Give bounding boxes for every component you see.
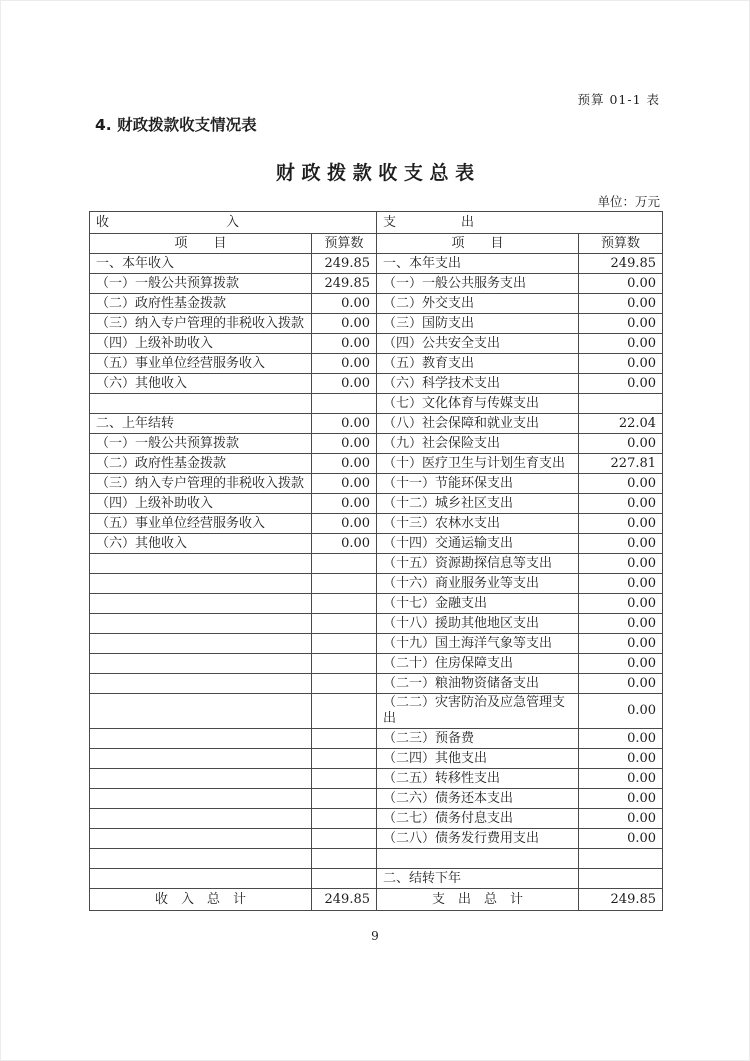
- expense-item-cell: （十六）商业服务业等支出: [377, 574, 579, 594]
- income-item-cell: （六）其他收入: [90, 534, 312, 554]
- table-row: [90, 654, 663, 674]
- table-row: [90, 594, 663, 614]
- income-item-cell: [90, 829, 312, 849]
- table-row: [90, 749, 663, 769]
- income-value-cell: 0.00: [312, 434, 377, 454]
- income-value-cell: [312, 769, 377, 789]
- expense-item-cell: （十七）金融支出: [377, 594, 579, 614]
- doc-code-label: 预算 01-1 表: [577, 92, 660, 107]
- expense-value-cell: 0.00: [579, 674, 663, 694]
- expense-value-cell: 0.00: [579, 474, 663, 494]
- expense-value-cell: 0.00: [579, 354, 663, 374]
- income-item-cell: （二）政府性基金拨款: [90, 454, 312, 474]
- income-value-cell: [312, 849, 377, 869]
- expense-item-cell: （二一）粮油物资储备支出: [377, 674, 579, 694]
- income-item-cell: [90, 769, 312, 789]
- income-item-cell: [90, 809, 312, 829]
- income-item-cell: [90, 729, 312, 749]
- income-item-cell: 一、本年收入: [90, 254, 312, 274]
- table-row: [90, 334, 663, 354]
- income-item-cell: （三）纳入专户管理的非税收入拨款: [90, 474, 312, 494]
- table-row: [90, 294, 663, 314]
- expense-item-cell: （七）文化体育与传媒支出: [377, 394, 579, 414]
- income-value-cell: [312, 554, 377, 574]
- table-row: [90, 454, 663, 474]
- income-value-cell: [312, 614, 377, 634]
- expense-item-cell: （二六）债务还本支出: [377, 789, 579, 809]
- expense-item-cell: （十二）城乡社区支出: [377, 494, 579, 514]
- table-row: [90, 769, 663, 789]
- income-item-cell: 二、上年结转: [90, 414, 312, 434]
- expense-item-cell: （十八）援助其他地区支出: [377, 614, 579, 634]
- expense-item-cell: （二三）预备费: [377, 729, 579, 749]
- expense-item-column-header: 项 目: [377, 234, 579, 254]
- expense-item-cell: （十一）节能环保支出: [377, 474, 579, 494]
- income-item-cell: [90, 674, 312, 694]
- table-row: [90, 374, 663, 394]
- income-value-cell: [312, 594, 377, 614]
- budget-table: [89, 211, 663, 911]
- expense-item-cell: （二）外交支出: [377, 294, 579, 314]
- expense-value-cell: 0.00: [579, 809, 663, 829]
- expense-value-cell: 0.00: [579, 334, 663, 354]
- expense-item-cell: （十四）交通运输支出: [377, 534, 579, 554]
- unit-label: 单位：万元: [597, 194, 660, 209]
- expense-item-cell: （四）公共安全支出: [377, 334, 579, 354]
- income-item-cell: [90, 594, 312, 614]
- table-row: [90, 314, 663, 334]
- income-group-header: 收 入: [90, 212, 377, 234]
- income-budget-column-header: 预算数: [312, 234, 377, 254]
- table-row: [90, 574, 663, 594]
- expense-item-cell: 二、结转下年: [377, 869, 579, 889]
- section-heading: 4. 财政拨款收支情况表: [95, 116, 257, 134]
- expense-value-cell: 22.04: [579, 414, 663, 434]
- income-value-cell: [312, 749, 377, 769]
- table-row: [90, 274, 663, 294]
- expense-total-value: 249.85: [579, 889, 663, 911]
- table-row: [90, 514, 663, 534]
- table-row: [90, 494, 663, 514]
- table-row: [90, 729, 663, 749]
- expense-value-cell: 0.00: [579, 654, 663, 674]
- expense-value-cell: 0.00: [579, 314, 663, 334]
- income-item-cell: [90, 869, 312, 889]
- expense-value-cell: 0.00: [579, 374, 663, 394]
- income-value-cell: 0.00: [312, 354, 377, 374]
- table-row: [90, 414, 663, 434]
- income-total-value: 249.85: [312, 889, 377, 911]
- expense-value-cell: 0.00: [579, 514, 663, 534]
- income-item-cell: [90, 634, 312, 654]
- table-row: [90, 614, 663, 634]
- income-item-column-header: 项 目: [90, 234, 312, 254]
- table-row: [90, 354, 663, 374]
- expense-item-cell: （八）社会保障和就业支出: [377, 414, 579, 434]
- table-footer: [90, 889, 663, 911]
- expense-value-cell: 0.00: [579, 769, 663, 789]
- income-item-cell: （五）事业单位经营服务收入: [90, 514, 312, 534]
- expense-value-cell: [579, 394, 663, 414]
- income-item-cell: [90, 749, 312, 769]
- income-item-cell: [90, 554, 312, 574]
- income-value-cell: 0.00: [312, 414, 377, 434]
- expense-item-cell: （二八）债务发行费用支出: [377, 829, 579, 849]
- expense-item-cell: （二四）其他支出: [377, 749, 579, 769]
- total-row: [90, 889, 663, 911]
- income-value-cell: 0.00: [312, 474, 377, 494]
- income-value-cell: 0.00: [312, 454, 377, 474]
- income-item-cell: （一）一般公共预算拨款: [90, 434, 312, 454]
- expense-item-cell: [377, 849, 579, 869]
- expense-value-cell: 0.00: [579, 829, 663, 849]
- expense-value-cell: [579, 869, 663, 889]
- expense-item-cell: （十三）农林水支出: [377, 514, 579, 534]
- expense-item-cell: （二二）灾害防治及应急管理支出: [377, 694, 579, 729]
- expense-item-cell: （九）社会保险支出: [377, 434, 579, 454]
- expense-item-cell: （二五）转移性支出: [377, 769, 579, 789]
- income-item-cell: [90, 849, 312, 869]
- expense-value-cell: 0.00: [579, 574, 663, 594]
- income-value-cell: 249.85: [312, 254, 377, 274]
- income-value-cell: [312, 654, 377, 674]
- income-value-cell: 0.00: [312, 494, 377, 514]
- expense-value-cell: 0.00: [579, 789, 663, 809]
- table-row: [90, 254, 663, 274]
- income-value-cell: 0.00: [312, 534, 377, 554]
- expense-item-cell: （三）国防支出: [377, 314, 579, 334]
- income-value-cell: 0.00: [312, 334, 377, 354]
- expense-value-cell: 0.00: [579, 534, 663, 554]
- expense-value-cell: 0.00: [579, 614, 663, 634]
- income-item-cell: （四）上级补助收入: [90, 334, 312, 354]
- income-value-cell: 0.00: [312, 314, 377, 334]
- expense-value-cell: 0.00: [579, 729, 663, 749]
- income-value-cell: [312, 729, 377, 749]
- group-header-row: [90, 212, 663, 234]
- income-value-cell: [312, 674, 377, 694]
- table-row: [90, 694, 663, 729]
- table-row: [90, 674, 663, 694]
- table-header: [90, 212, 663, 254]
- table-row: [90, 474, 663, 494]
- table-row: [90, 554, 663, 574]
- page-number: 9: [371, 929, 379, 943]
- expense-item-cell: （六）科学技术支出: [377, 374, 579, 394]
- expense-budget-column-header: 预算数: [579, 234, 663, 254]
- income-value-cell: [312, 634, 377, 654]
- expense-item-cell: （二七）债务付息支出: [377, 809, 579, 829]
- expense-value-cell: 0.00: [579, 594, 663, 614]
- table-row: [90, 809, 663, 829]
- expense-value-cell: 249.85: [579, 254, 663, 274]
- expense-value-cell: 0.00: [579, 494, 663, 514]
- income-item-cell: （三）纳入专户管理的非税收入拨款: [90, 314, 312, 334]
- expense-total-label: 支 出 总 计: [377, 889, 579, 911]
- expense-value-cell: 0.00: [579, 749, 663, 769]
- income-value-cell: [312, 574, 377, 594]
- income-item-cell: （五）事业单位经营服务收入: [90, 354, 312, 374]
- income-value-cell: [312, 394, 377, 414]
- expense-value-cell: 0.00: [579, 434, 663, 454]
- income-item-cell: [90, 694, 312, 729]
- table-row: [90, 829, 663, 849]
- income-item-cell: [90, 789, 312, 809]
- table-row: [90, 434, 663, 454]
- income-item-cell: [90, 614, 312, 634]
- expense-value-cell: 0.00: [579, 694, 663, 729]
- expense-value-cell: 0.00: [579, 554, 663, 574]
- table-row: [90, 849, 663, 869]
- column-header-row: [90, 234, 663, 254]
- expense-value-cell: 227.81: [579, 454, 663, 474]
- table-title: 财 政 拨 款 收 支 总 表: [275, 162, 475, 184]
- expense-item-cell: （二十）住房保障支出: [377, 654, 579, 674]
- table-row: [90, 869, 663, 889]
- income-value-cell: [312, 694, 377, 729]
- expense-item-cell: （十九）国土海洋气象等支出: [377, 634, 579, 654]
- expense-value-cell: 0.00: [579, 294, 663, 314]
- income-item-cell: （六）其他收入: [90, 374, 312, 394]
- income-value-cell: [312, 789, 377, 809]
- income-item-cell: （二）政府性基金拨款: [90, 294, 312, 314]
- income-value-cell: 0.00: [312, 294, 377, 314]
- income-item-cell: [90, 654, 312, 674]
- expense-value-cell: 0.00: [579, 634, 663, 654]
- income-value-cell: 249.85: [312, 274, 377, 294]
- income-value-cell: [312, 829, 377, 849]
- expense-item-cell: （五）教育支出: [377, 354, 579, 374]
- income-item-cell: （四）上级补助收入: [90, 494, 312, 514]
- expense-group-header: 支 出: [377, 212, 663, 234]
- table-body: [90, 254, 663, 889]
- expense-item-cell: （十五）资源勘探信息等支出: [377, 554, 579, 574]
- expense-value-cell: 0.00: [579, 274, 663, 294]
- income-total-label: 收 入 总 计: [90, 889, 312, 911]
- income-value-cell: 0.00: [312, 514, 377, 534]
- expense-item-cell: 一、本年支出: [377, 254, 579, 274]
- income-value-cell: 0.00: [312, 374, 377, 394]
- expense-item-cell: （十）医疗卫生与计划生育支出: [377, 454, 579, 474]
- income-value-cell: [312, 869, 377, 889]
- table-row: [90, 534, 663, 554]
- expense-item-cell: （一）一般公共服务支出: [377, 274, 579, 294]
- income-item-cell: [90, 574, 312, 594]
- income-item-cell: [90, 394, 312, 414]
- table-row: [90, 634, 663, 654]
- table-row: [90, 789, 663, 809]
- income-value-cell: [312, 809, 377, 829]
- income-item-cell: （一）一般公共预算拨款: [90, 274, 312, 294]
- expense-value-cell: [579, 849, 663, 869]
- table-row: [90, 394, 663, 414]
